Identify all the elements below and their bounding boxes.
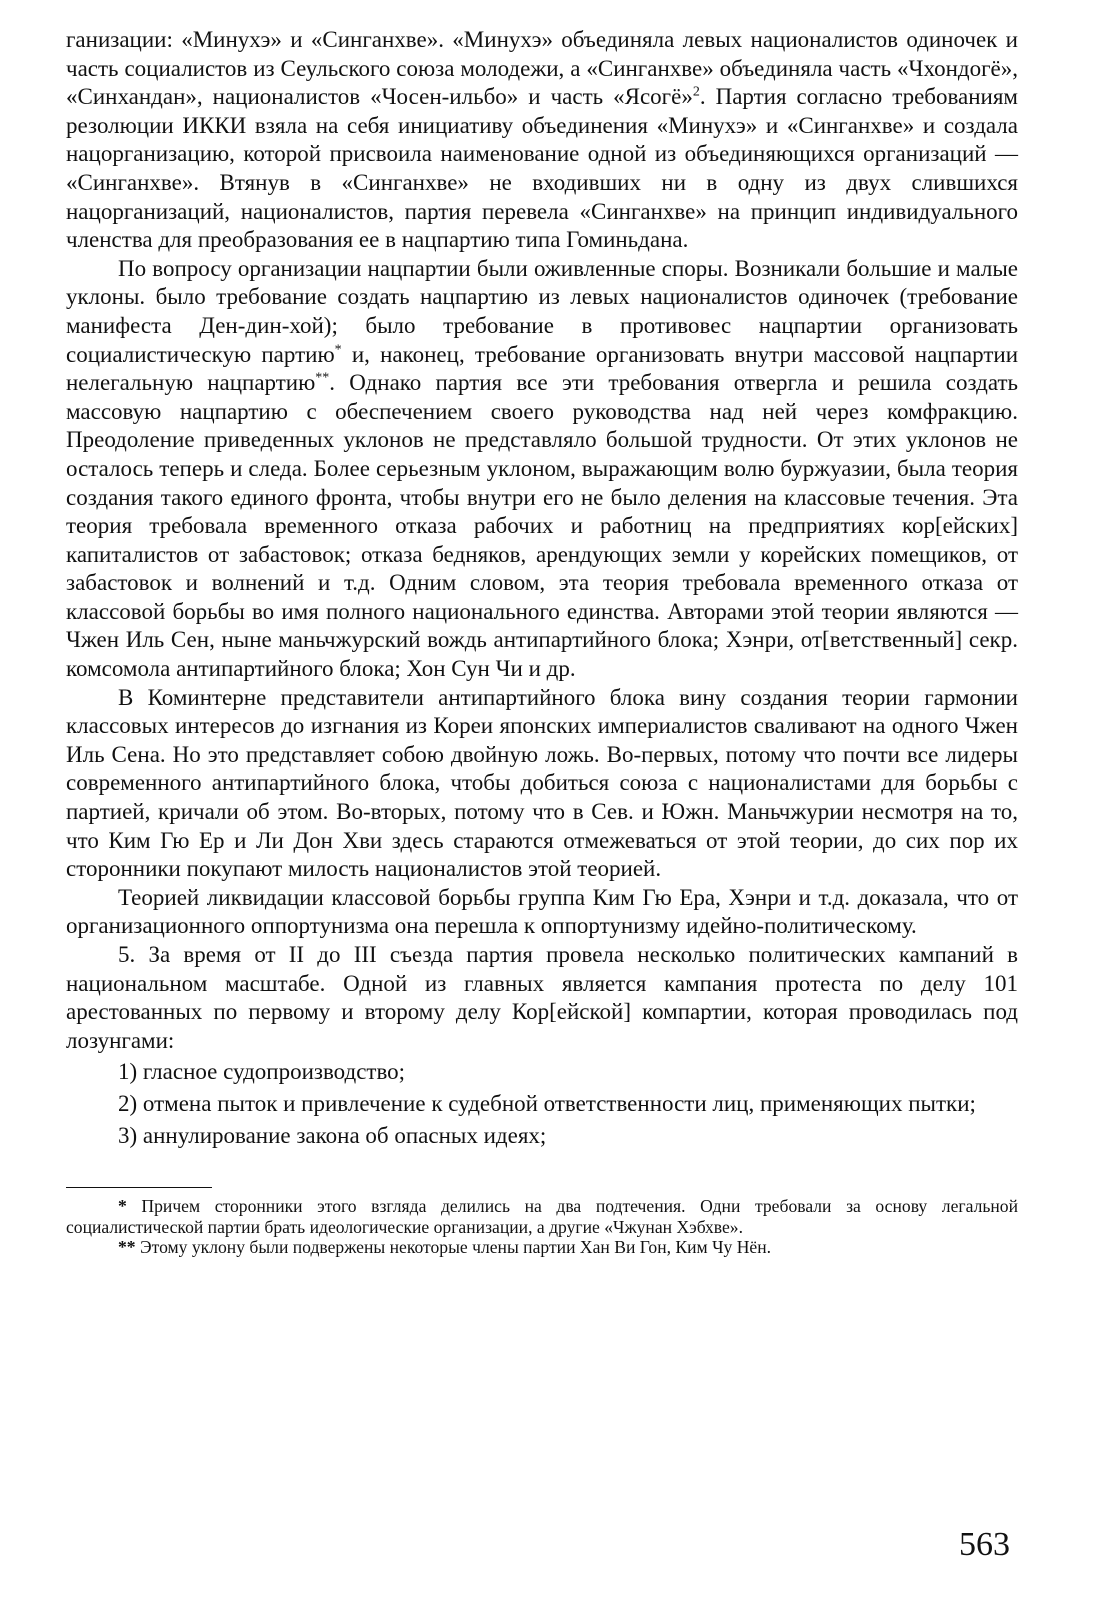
footnote-marker-single: *	[334, 341, 342, 357]
paragraph-1-tail: . Партия согласно требованиям резолюции ИККИ взяла на себя инициативу объединения «Минухэ» и «Сингaнхве» и создала нацорганизацию, которой присвоила наименование одной из объединяющихся организаций — «Сингaнхве». Втянув в «Сингaнхве» не входивших ни в одну из двух слившихся нацорганизаций, националистов, партия перевела «Сингaнхве» на принцип индивидуального членства для преобразования ее в нацпартию типа Гоминьдана.	[66, 84, 1018, 253]
document-page	[66, 26, 1018, 1258]
paragraph-1-text: ганизации: «Минухэ» и «Сингaнхве». «Минухэ» объединяла левых националистов одиночек и часть социалистов из Сеульского союза молодежи, а «Сингaнхве» объединяла часть «Чхондогё», «Синхандан», националистов «Чосен-ильбо» и часть «Ясогё»	[66, 27, 1018, 110]
paragraph-2-text: По вопросу организации нацпартии были оживленные споры. Возникали большие и малые уклоны. было требование создать нацпартию из левых националистов одиночек (требование манифеста Ден-дин-хой); было требование в противовес нацпартии организовать социалистическую партию	[66, 255, 1018, 367]
footnote-1	[66, 1196, 1018, 1237]
footnote-1-mark: *	[118, 1196, 127, 1217]
paragraph-3: В Коминтерне представители антипартийного блока вину создания теории гармонии классовых интересов до изгнания из Кореи японских империалистов сваливают на одного Чжен Иль Сена. Но это представляет собою двойную ложь. Во-первых, потому что почти все лидеры современного антипартийного блока, чтобы добиться союза с националистами для борьбы с партией, кричали об этом. Во-вторых, потому что в Сев. и Южн. Маньчжурии несмотря на то, что Ким Гю Ер и Ли Дон Хви здесь стараются отмежеваться от этой теории, до сих пор их сторонники покупают милость националистов этой теорией.	[66, 684, 1018, 882]
paragraph-2-tail: . Однако партия все эти требования отвергла и решила создать массовую нацпартию с обеспечением своего руководства над ней через комфракцию. Преодоление приведенных уклонов не представляло большой трудности. От этих уклонов не осталось теперь и следа. Более серьезным уклоном, выражающим волю буржуазии, была теория создания такого единого фронта, чтобы внутри его не было деления на классовые течения. Эта теория требовала временного отказа рабочих и работниц на предприятиях кор[ейских] капиталистов от забастовок; отказа бедняков, арендующих земли у корейских помещиков, от забастовок и волнений и т.д. Одним словом, эта теория требовала временного отказа от классовой борьбы во имя полного национального единства. Авторами этой теории являются — Чжен Иль Сен, ныне маньчжурский вождь антипартийного блока; Хэнри, от[ветственный] секр. комсомола антипартийного блока; Хон Сун Чи и др.	[66, 370, 1018, 682]
paragraph-2-middle: и, наконец, требование организовать внутри массовой нацпартии нелегальную нацпартию	[66, 341, 1018, 396]
footnotes	[66, 1196, 1018, 1258]
list-item-3: 3) аннулирование закона об опасных идеях;	[118, 1122, 547, 1148]
page-number: 563	[959, 1526, 1010, 1563]
footnote-1-text: Причем сторонники этого взгляда делились на два подтечения. Одни требовали за основу легальной социалистической партии брать идеологические организации, а другие «Чжунан Хэбхве».	[66, 1196, 1018, 1237]
paragraph-4: Теорией ликвидации классовой борьбы группа Ким Гю Ера, Хэнри и т.д. доказала, что от организационного оппортунизма она перешла к оппортунизму идейно-политическому.	[66, 884, 1018, 939]
paragraph-1	[66, 26, 1018, 255]
list-item-1: 1) гласное судопроизводство;	[118, 1059, 406, 1085]
reference-2: 2	[692, 84, 700, 100]
footnote-2	[66, 1237, 1018, 1258]
footnote-divider	[66, 1187, 212, 1188]
paragraph-5: 5. За время от II до III съезда партия провела несколько политических кампаний в национальном масштабе. Одной из главных является кампания протеста по делу 101 арестованных по первому и второму делу Кор[ейской] компартии, которая проводилась под лозунгами:	[66, 942, 1018, 1053]
footnote-marker-double: **	[315, 370, 330, 386]
paragraph-2	[66, 255, 1018, 684]
list-item-2: 2) отмена пыток и привлечение к судебной ответственности лиц, применяющих пытки;	[118, 1090, 976, 1116]
footnote-2-text: Этому уклону были подвержены некоторые члены партии Хан Ви Гон, Ким Чу Нён.	[140, 1237, 772, 1258]
main-text	[66, 26, 1018, 1150]
footnote-2-mark: **	[118, 1237, 136, 1258]
